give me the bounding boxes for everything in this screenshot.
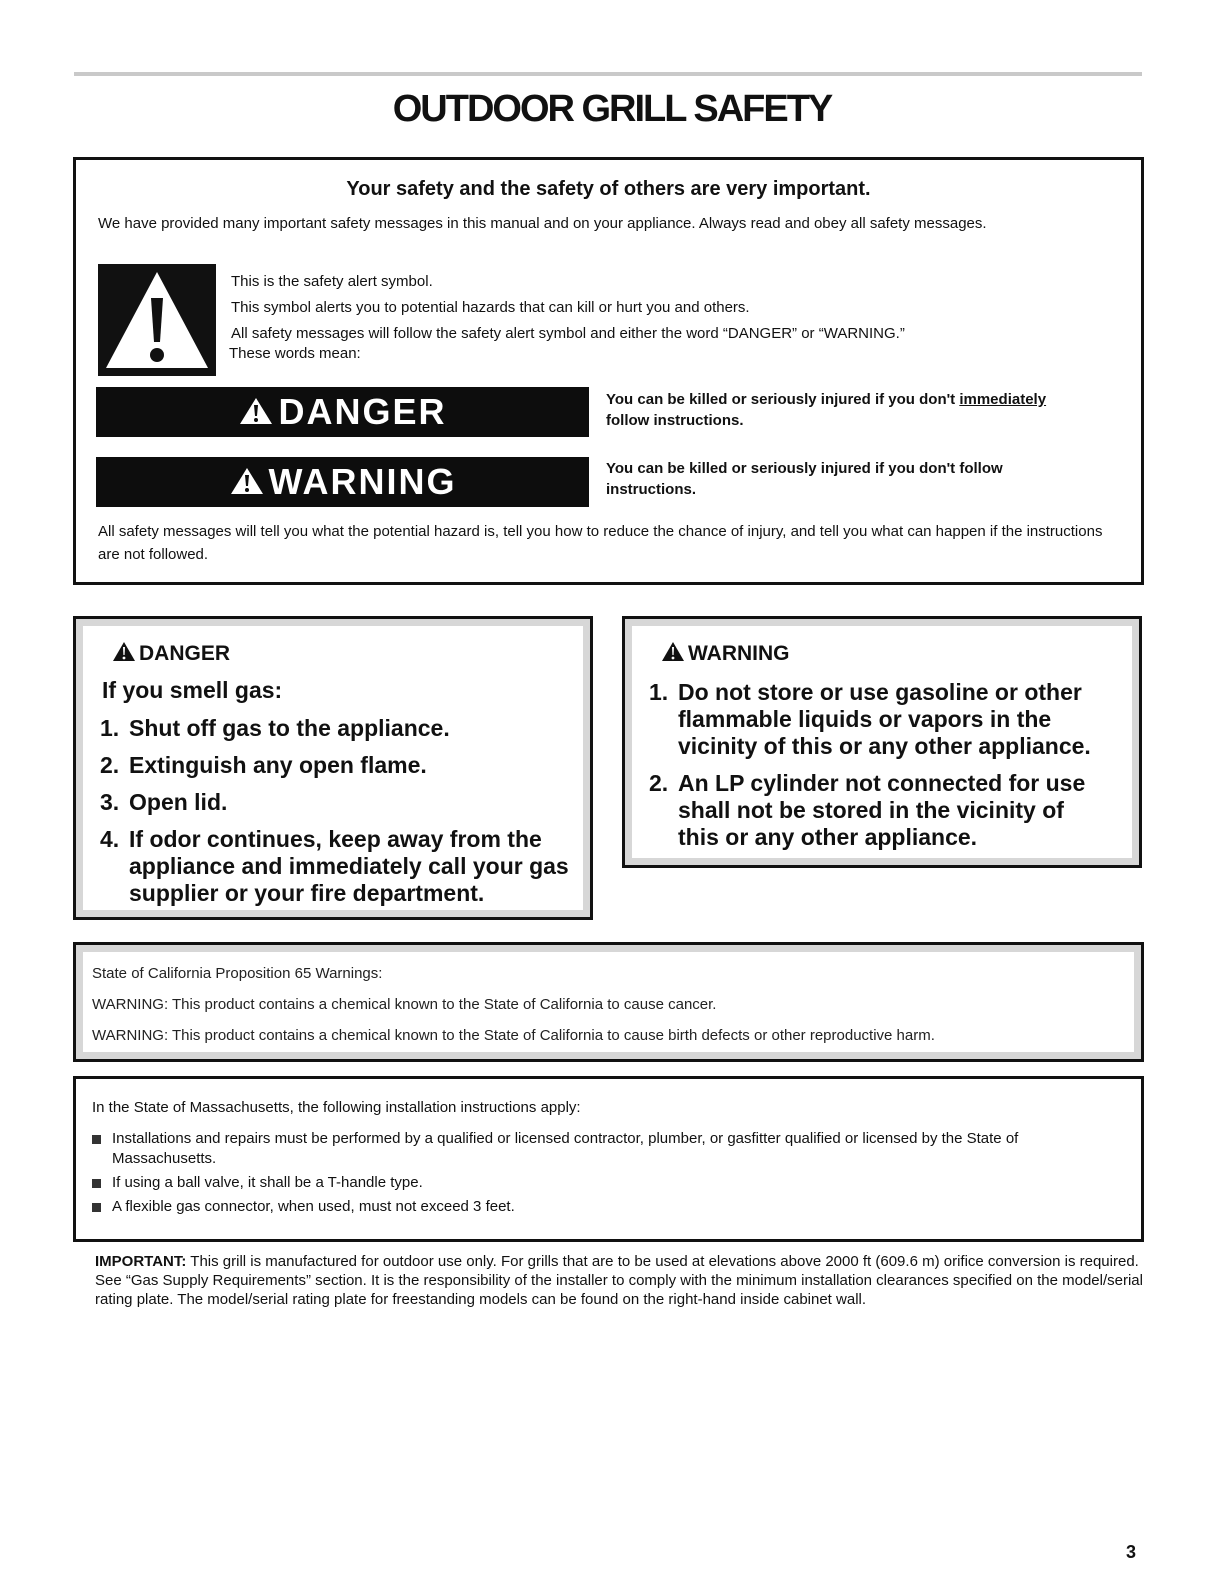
prop65-line: WARNING: This product contains a chemical known to the State of California to cause birth defects or other reproductive harm. xyxy=(92,1027,935,1044)
safety-heading: Your safety and the safety of others are very important. xyxy=(346,178,871,200)
warning-items xyxy=(647,679,1107,861)
symbol-line: These words mean: xyxy=(229,345,361,362)
list-item xyxy=(98,789,578,816)
step-text: Shut off gas to the appliance. xyxy=(129,715,450,741)
step-number: 1. xyxy=(100,715,120,741)
massachusetts-list xyxy=(92,1129,1112,1221)
gas-danger-box xyxy=(73,616,593,920)
step-text: If odor continues, keep away from the appliance and immediately call your gas supplier or your fire department. xyxy=(129,826,569,906)
item-number: 2. xyxy=(649,770,669,796)
page-number: 3 xyxy=(1126,1542,1137,1562)
prop65-heading: State of California Proposition 65 Warnings: xyxy=(92,965,383,982)
danger-lead: If you smell gas: xyxy=(102,677,283,703)
danger-meaning xyxy=(606,389,1136,431)
danger-meaning-emphasis: immediately xyxy=(959,391,1047,408)
step-text: Open lid. xyxy=(129,789,228,815)
safety-alert-icon xyxy=(229,466,265,496)
prop65-box xyxy=(73,942,1144,1062)
warning-label xyxy=(661,641,790,666)
symbol-line: This is the safety alert symbol. xyxy=(231,273,433,290)
prop65-line: WARNING: This product contains a chemical known to the State of California to cause cancer. xyxy=(92,996,717,1013)
symbol-line: All safety messages will follow the safety alert symbol and either the word “DANGER” or “WARNING.” xyxy=(231,325,905,342)
symbol-line: This symbol alerts you to potential hazards that can kill or hurt you and others. xyxy=(231,299,750,316)
top-rule xyxy=(74,72,1142,76)
safety-outro: All safety messages will tell you what the potential hazard is, tell you how to reduce the chance of injury, and tell you what can happen if the instructions are not followed. xyxy=(98,523,1103,563)
safety-info-box xyxy=(73,157,1144,585)
massachusetts-intro: In the State of Massachusetts, the following installation instructions apply: xyxy=(92,1099,581,1116)
symbol-description xyxy=(231,272,1131,370)
bullet-text: If using a ball valve, it shall be a T-handle type. xyxy=(112,1174,423,1191)
list-item xyxy=(98,752,578,779)
safety-alert-icon xyxy=(238,396,274,426)
step-number: 4. xyxy=(100,826,120,852)
step-text: Extinguish any open flame. xyxy=(129,752,427,778)
danger-label-text: DANGER xyxy=(139,642,231,665)
important-note xyxy=(95,1252,1145,1309)
danger-banner-label: DANGER xyxy=(278,391,447,432)
bullet-square-icon xyxy=(92,1135,101,1144)
list-item xyxy=(647,679,1107,760)
danger-meaning-text: You can be killed or seriously injured if you don't xyxy=(606,391,960,408)
massachusetts-box xyxy=(73,1076,1144,1242)
page-title: OUTDOOR GRILL SAFETY xyxy=(392,88,832,130)
warning-banner xyxy=(96,457,589,507)
bullet-text: Installations and repairs must be performed by a qualified or licensed contractor, plumber, or gasfitter qualified or licensed by the State of Massachusetts. xyxy=(112,1130,1019,1167)
gasoline-warning-box xyxy=(622,616,1142,868)
list-item xyxy=(98,715,578,742)
warning-banner-label: WARNING xyxy=(268,461,457,502)
warning-label-text: WARNING xyxy=(688,642,790,665)
danger-meaning-text-end: follow instructions. xyxy=(606,412,744,429)
danger-steps xyxy=(98,715,578,917)
important-text: This grill is manufactured for outdoor use only. For grills that are to be used at elevations above 2000 ft (609.6 m) orifice conversion is required. See “Gas Supply Requirements” section. It is the responsibility of the installer to comply with the minimum installation clearances specified on the model/serial rating plate. The model/serial rating plate for freestanding models can be found on the right-hand inside cabinet wall. xyxy=(95,1253,1143,1308)
safety-alert-icon xyxy=(112,641,136,662)
danger-label xyxy=(112,641,230,666)
warning-meaning: You can be killed or seriously injured if you don't follow instructions. xyxy=(606,460,1003,498)
list-item xyxy=(92,1129,1112,1169)
item-text: Do not store or use gasoline or other flammable liquids or vapors in the vicinity of this or any other appliance. xyxy=(678,679,1091,759)
important-label: IMPORTANT: xyxy=(95,1253,187,1270)
step-number: 3. xyxy=(100,789,120,815)
bullet-square-icon xyxy=(92,1179,101,1188)
bullet-square-icon xyxy=(92,1203,101,1212)
bullet-text: A flexible gas connector, when used, must not exceed 3 feet. xyxy=(112,1198,515,1215)
item-text: An LP cylinder not connected for use shall not be stored in the vicinity of this or any other appliance. xyxy=(678,770,1086,850)
list-item xyxy=(92,1173,1112,1193)
list-item xyxy=(647,770,1107,851)
safety-alert-icon xyxy=(661,641,685,662)
item-number: 1. xyxy=(649,679,669,705)
list-item xyxy=(92,1197,1112,1217)
step-number: 2. xyxy=(100,752,120,778)
safety-alert-icon xyxy=(98,264,216,376)
safety-intro: We have provided many important safety messages in this manual and on your appliance. Always read and obey all safety messages. xyxy=(98,215,987,232)
danger-banner xyxy=(96,387,589,437)
prop65-content xyxy=(92,963,1122,1056)
list-item xyxy=(98,826,569,907)
